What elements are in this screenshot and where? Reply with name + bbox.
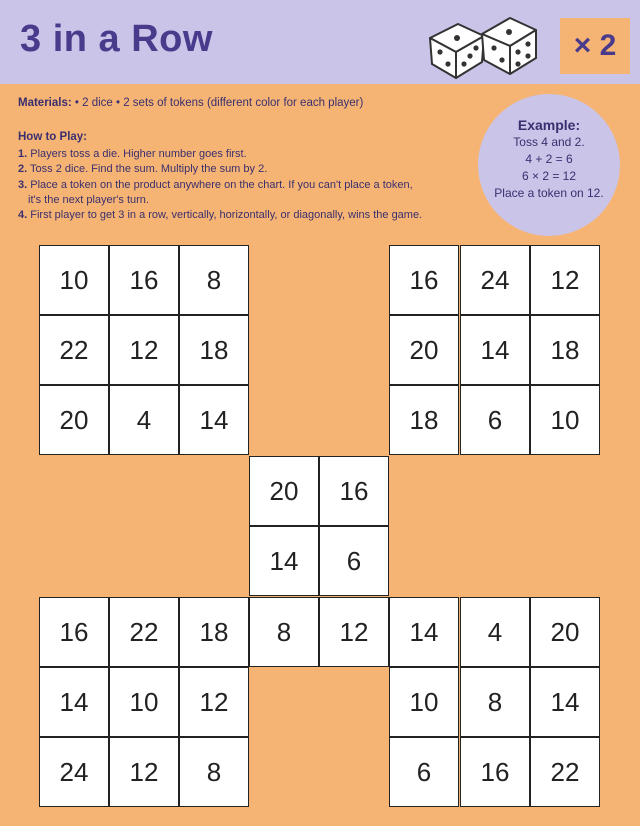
step-4 [18, 208, 422, 223]
materials-text: • 2 dice • 2 sets of tokens (different color for each player) [71, 97, 364, 109]
board-cell[interactable]: 20 [389, 315, 459, 385]
dice-icon [424, 12, 544, 82]
example-line: 4 + 2 = 6 [525, 152, 573, 166]
step-text: Place a token on the product anywhere on the chart. If you can't place a token, [27, 178, 413, 191]
board-cell[interactable]: 16 [109, 245, 179, 315]
step-number: 3. [18, 178, 28, 191]
multiplier-badge: × 2 [560, 18, 630, 74]
header-band [0, 0, 640, 84]
step-2 [18, 162, 422, 177]
board-cell[interactable]: 12 [530, 245, 600, 315]
how-to-play-steps [18, 147, 422, 223]
board-cell[interactable]: 12 [109, 315, 179, 385]
step-1 [18, 147, 422, 162]
board-cell[interactable]: 16 [460, 737, 530, 807]
board-cell[interactable]: 20 [249, 456, 319, 526]
board-cell[interactable]: 4 [109, 385, 179, 455]
step-3 [18, 178, 422, 193]
step-3-continued [18, 193, 422, 208]
step-number: 2. [18, 163, 28, 176]
board-cell[interactable]: 14 [460, 315, 530, 385]
board-cell[interactable]: 16 [39, 597, 109, 667]
board-cell[interactable]: 16 [319, 456, 389, 526]
step-text: Toss 2 dice. Find the sum. Multiply the sum by 2. [27, 163, 268, 176]
example-line: 6 × 2 = 12 [521, 169, 577, 183]
board-cell[interactable]: 20 [39, 385, 109, 455]
how-to-play-title: How to Play: [18, 131, 88, 143]
materials-line [18, 97, 363, 109]
board-cell[interactable]: 18 [530, 315, 600, 385]
board-cell[interactable]: 24 [460, 245, 530, 315]
board-cell[interactable]: 14 [39, 667, 109, 737]
board-cell[interactable]: 8 [179, 737, 249, 807]
example-line: Toss 4 and 2. [513, 135, 585, 149]
example-circle [478, 94, 620, 236]
board-cell[interactable]: 10 [39, 245, 109, 315]
board-cell[interactable]: 6 [319, 526, 389, 596]
page-title: 3 in a Row [20, 18, 213, 60]
board-cell[interactable]: 14 [249, 526, 319, 596]
board-cell[interactable]: 10 [389, 667, 459, 737]
board-cell[interactable]: 8 [249, 597, 319, 667]
board-cell[interactable]: 20 [530, 597, 600, 667]
board-cell[interactable]: 10 [109, 667, 179, 737]
board-cell[interactable]: 4 [460, 597, 530, 667]
step-number: 1. [18, 148, 28, 160]
board-cell[interactable]: 12 [109, 737, 179, 807]
example-title: Example: [517, 117, 581, 133]
board-cell[interactable]: 16 [389, 245, 459, 315]
board-cell[interactable]: 14 [530, 667, 600, 737]
board-cell[interactable]: 24 [39, 737, 109, 807]
step-text: Players toss a die. Higher number goes first. [27, 148, 247, 160]
example-line: Place a token on 12. [494, 186, 604, 200]
board-cell[interactable]: 14 [179, 385, 249, 455]
board-cell[interactable]: 8 [179, 245, 249, 315]
board-cell[interactable]: 18 [179, 597, 249, 667]
board-cell[interactable]: 12 [319, 597, 389, 667]
board-cell[interactable]: 18 [389, 385, 459, 455]
board-cell[interactable]: 22 [109, 597, 179, 667]
board-cell[interactable]: 6 [389, 737, 459, 807]
board-cell[interactable]: 12 [179, 667, 249, 737]
step-text: it's the next player's turn. [28, 193, 149, 206]
board-cell[interactable]: 6 [460, 385, 530, 455]
step-text: First player to get 3 in a row, vertically, horizontally, or diagonally, wins the game. [27, 209, 423, 222]
board-cell[interactable]: 22 [39, 315, 109, 385]
board-cell[interactable]: 14 [389, 597, 459, 667]
materials-label: Materials: [18, 97, 72, 109]
step-number: 4. [18, 209, 28, 222]
board-cell[interactable]: 18 [179, 315, 249, 385]
board-cell[interactable]: 22 [530, 737, 600, 807]
board-cell[interactable]: 8 [460, 667, 530, 737]
board-cell[interactable]: 10 [530, 385, 600, 455]
